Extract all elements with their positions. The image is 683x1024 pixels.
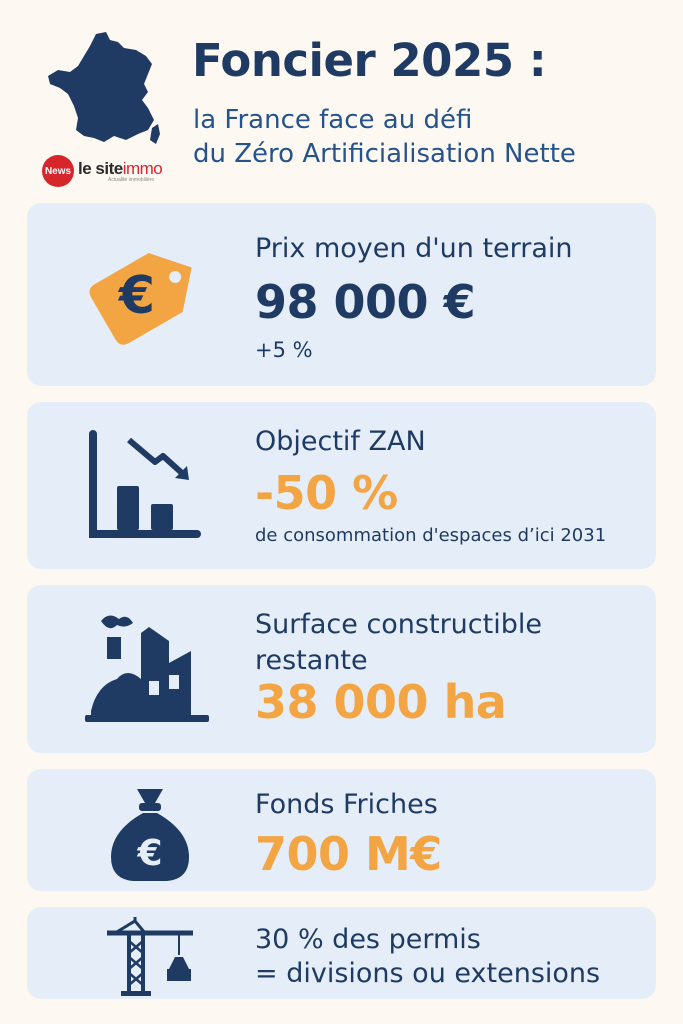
card-land-price bbox=[27, 203, 656, 386]
card-value: -50 % bbox=[255, 466, 398, 520]
france-map-icon bbox=[44, 30, 162, 150]
svg-text:€: € bbox=[137, 833, 163, 874]
card-label: Surface constructible restante bbox=[255, 609, 542, 676]
card-value: 700 M€ bbox=[255, 827, 442, 881]
card-zan-objective bbox=[27, 402, 656, 569]
svg-text:€: € bbox=[118, 266, 156, 326]
page-title: Foncier 2025 : bbox=[192, 34, 547, 87]
construction-crane-icon bbox=[103, 911, 197, 997]
news-badge: News bbox=[42, 155, 74, 187]
card-text: 30 % des permis = divisions ou extensions bbox=[255, 924, 601, 989]
price-tag-euro-icon bbox=[77, 233, 212, 358]
header bbox=[0, 0, 683, 195]
brand-name: le siteimmo bbox=[78, 158, 163, 178]
card-buildable-surface bbox=[27, 585, 656, 753]
card-label: Objectif ZAN bbox=[255, 426, 426, 457]
card-value: 38 000 ha bbox=[255, 675, 507, 729]
card-label: Prix moyen d'un terrain bbox=[255, 233, 573, 264]
card-change: +5 % bbox=[255, 338, 313, 362]
card-label: Fonds Friches bbox=[255, 789, 438, 820]
declining-bar-chart-icon bbox=[85, 428, 205, 543]
card-fonds-friches bbox=[27, 769, 656, 891]
card-permits bbox=[27, 907, 656, 999]
money-bag-euro-icon bbox=[107, 783, 193, 883]
card-note: de consommation d'espaces d’ici 2031 bbox=[255, 525, 607, 546]
card-value: 98 000 € bbox=[255, 275, 476, 329]
brand-tagline: Actualité immobilière bbox=[108, 176, 155, 183]
brand-logo bbox=[42, 154, 162, 188]
page-subtitle: la France face au défi du Zéro Artificialisation Nette bbox=[193, 105, 576, 169]
factory-wasteland-icon bbox=[83, 607, 213, 727]
